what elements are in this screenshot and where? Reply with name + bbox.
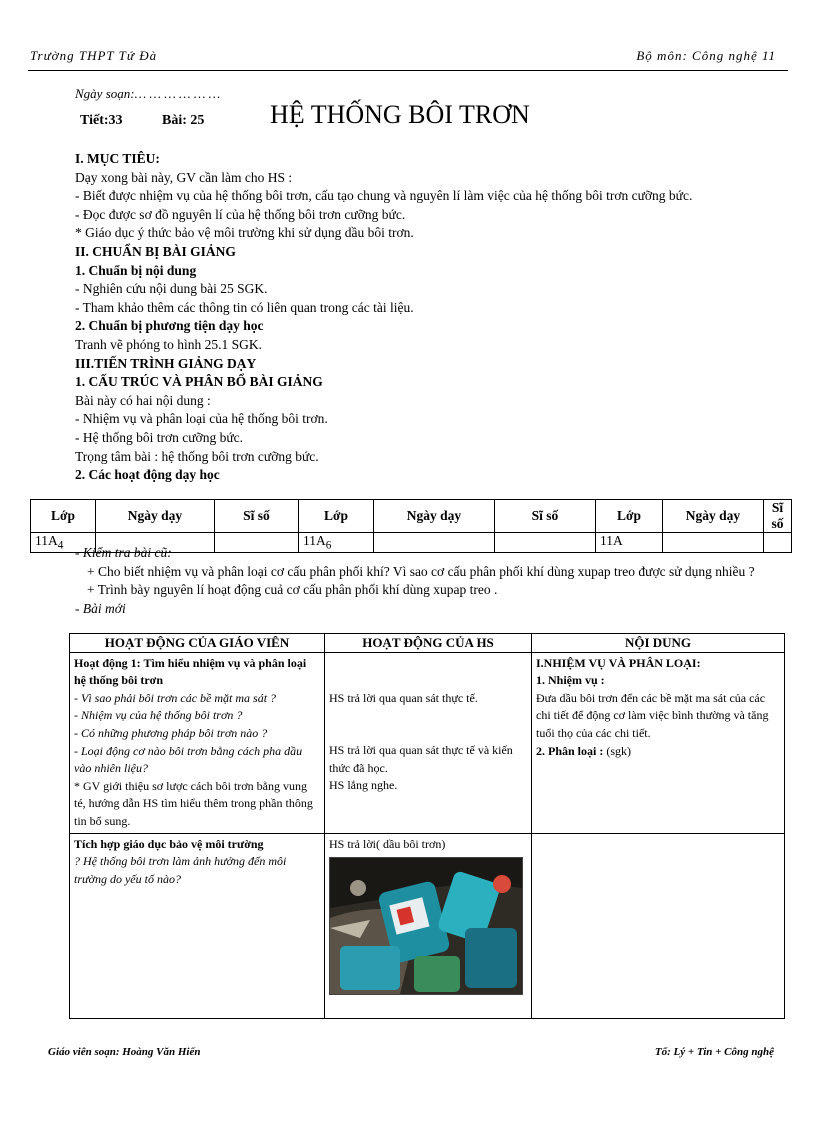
lesson-period: Tiết:33 — [80, 113, 123, 128]
table-header-row — [31, 500, 792, 533]
section-objectives-title: I. MỤC TIÊU: — [75, 151, 160, 166]
new-lesson-label: - Bài mới — [75, 600, 126, 616]
student-activity-cell — [325, 652, 532, 833]
table-header-cell: Sĩ số — [215, 500, 299, 533]
structure-item: Bài này có hai nội dung : — [75, 392, 211, 408]
review-question: + Trình bày nguyên lí hoạt động cuả cơ cấu phân phối khí dùng xupap treo . — [87, 582, 498, 598]
content-subheading: 1. Nhiệm vụ : — [536, 673, 605, 688]
lesson-number: Bài: 25 — [162, 113, 205, 128]
student-response: HS trả lời qua quan sát thực tế. — [329, 690, 478, 705]
school-name: Trường THPT Tứ Đà — [30, 48, 158, 63]
prep-materials-title: 2. Chuẩn bị phương tiện dạy học — [75, 318, 264, 334]
table-header-cell: Sĩ số — [764, 500, 792, 533]
structure-item: Trọng tâm bài : hệ thống bôi trơn cưỡng bức. — [75, 448, 319, 464]
content-cell — [532, 652, 785, 833]
prep-content-title: 1. Chuẩn bị nội dung — [75, 262, 197, 278]
activity-title: Hoạt động 1: Tìm hiểu nhiệm vụ và phân loại hệ thống bôi trơn — [74, 655, 307, 688]
table-header-cell: HOẠT ĐỘNG CỦA GIÁO VIÊN — [70, 634, 325, 653]
review-section — [75, 544, 780, 618]
student-response: HS lắng nghe. — [329, 778, 398, 793]
table-header-cell: Lớp — [31, 500, 96, 533]
class-name: 11A — [35, 533, 58, 548]
table-header-cell: Sĩ số — [495, 500, 596, 533]
table-header-cell: NỘI DUNG — [532, 634, 785, 653]
table-header-cell: Ngày dạy — [374, 500, 495, 533]
review-label: - Kiểm tra bài cũ: — [75, 545, 172, 560]
teacher-activity-cell — [70, 833, 325, 1018]
student-activity-cell — [325, 833, 532, 1018]
section-process-title: III.TIẾN TRÌNH GIẢNG DẠY — [75, 355, 257, 371]
oil-bottles-photo — [329, 857, 523, 995]
teacher-question: - Có những phương pháp bôi trơn nào ? — [74, 725, 268, 740]
structure-title: 1. CẤU TRÚC VÀ PHÂN BỔ BÀI GIẢNG — [75, 374, 323, 390]
objective-item: - Biết được nhiệm vụ của hệ thống bôi trơn, cấu tạo chung và nguyên lí làm việc của hệ thống bôi trơn cưỡng bức. — [75, 188, 693, 204]
content-subheading: 2. Phân loại : — [536, 743, 604, 758]
prep-materials-text: Tranh vẽ phóng to hình 25.1 SGK. — [75, 336, 263, 352]
teacher-question: ? Hệ thống bôi trơn làm ảnh hưởng đến môi trường do yếu tố nào? — [74, 854, 287, 886]
footer-department: Tổ: Lý + Tin + Công nghệ — [654, 1046, 774, 1058]
subject-name: Bộ môn: Công nghệ 11 — [636, 48, 776, 63]
header-divider — [28, 70, 788, 71]
content-heading: I.NHIỆM VỤ VÀ PHÂN LOẠI: — [536, 655, 701, 670]
class-name: 11A — [600, 533, 623, 548]
structure-item: - Nhiệm vụ và phân loại của hệ thống bôi trơn. — [75, 411, 328, 427]
objectives-intro: Dạy xong bài này, GV cần làm cho HS : — [75, 169, 293, 185]
activity-table — [69, 633, 785, 1019]
teacher-question: - Vì sao phải bôi trơn các bề mặt ma sát ? — [74, 690, 277, 705]
table-header-cell: HOẠT ĐỘNG CỦA HS — [325, 634, 532, 653]
footer-teacher: Giáo viên soạn: Hoàng Văn Hiến — [48, 1046, 201, 1058]
content-ref: (sgk) — [603, 743, 632, 758]
class-subscript: 4 — [57, 539, 64, 552]
prep-item: - Nghiên cứu nội dung bài 25 SGK. — [75, 281, 268, 297]
teacher-question: - Nhiệm vụ của hệ thống bôi trơn ? — [74, 708, 243, 723]
activity-title: Tích hợp giáo dục bảo vệ môi trường — [74, 836, 264, 851]
table-header-row — [70, 634, 785, 653]
content-cell — [532, 833, 785, 1018]
content-text: Đưa dầu bôi trơn đến các bề mặt ma sát của các chi tiết để động cơ làm việc bình thường và tăng tuổi thọ của các chi tiết. — [536, 690, 769, 740]
class-subscript: 6 — [325, 539, 332, 552]
table-header-cell: Ngày dạy — [663, 500, 764, 533]
objective-item: - Đọc được sơ đồ nguyên lí của hệ thống bôi trơn cưỡng bức. — [75, 206, 406, 222]
page-title: HỆ THỐNG BÔI TRƠN — [270, 100, 530, 129]
objective-item: * Giáo dục ý thức bảo vệ môi trường khi sử dụng dầu bôi trơn. — [75, 225, 414, 241]
student-response: HS trả lời qua quan sát thực tế và kiến thức đã học. — [329, 743, 513, 775]
lesson-content — [75, 150, 776, 485]
activities-title: 2. Các hoạt động dạy học — [75, 467, 220, 483]
table-row — [70, 652, 785, 833]
review-question: + Cho biết nhiệm vụ và phân loại cơ cấu phân phối khí? Vì sao cơ cấu phân phối khí dùng xupap treo được sử dụng nhiều ? — [87, 563, 755, 579]
prep-date: Ngày soạn:… … … … … … — [75, 86, 221, 101]
table-row — [70, 833, 785, 1018]
prep-item: - Tham khảo thêm các thông tin có liên quan trong các tài liệu. — [75, 299, 414, 315]
teacher-activity-cell — [70, 652, 325, 833]
table-header-cell: Lớp — [596, 500, 663, 533]
teacher-question: - Loại động cơ nào bôi trơn bằng cách pha dầu vào nhiên liệu? — [74, 743, 303, 776]
student-response: HS trả lời( dầu bôi trơn) — [329, 836, 446, 851]
teacher-note: * GV giới thiệu sơ lược cách bôi trơn bằng vung té, hướng dẫn HS tìm hiểu thêm trong phần thông tin bổ sung. — [74, 778, 313, 828]
table-header-cell: Ngày dạy — [96, 500, 215, 533]
section-prep-title: II. CHUẨN BỊ BÀI GIẢNG — [75, 243, 236, 259]
class-name: 11A — [303, 533, 326, 548]
table-header-cell: Lớp — [299, 500, 374, 533]
structure-item: - Hệ thống bôi trơn cưỡng bức. — [75, 429, 244, 445]
